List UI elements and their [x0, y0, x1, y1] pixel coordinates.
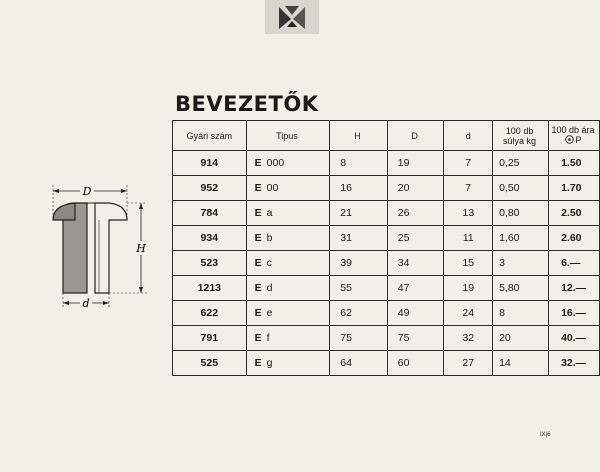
cell-D: 26 — [387, 201, 444, 226]
cell-code: 784 — [173, 201, 247, 226]
cell-type — [246, 351, 330, 376]
cell-code: 952 — [173, 176, 247, 201]
cell-price: 1.70 — [549, 176, 600, 201]
cell-weight: 0,25 — [493, 151, 549, 176]
type-size: 00 — [266, 182, 279, 194]
cell-price: 32.— — [549, 351, 600, 376]
cell-d: 32 — [444, 326, 493, 351]
header-weight — [493, 121, 549, 151]
cell-type — [246, 301, 330, 326]
cell-H: 16 — [330, 176, 387, 201]
header-price-line2: P — [575, 134, 582, 145]
table-row — [173, 176, 600, 201]
cell-code: 914 — [173, 151, 247, 176]
type-size: 000 — [266, 157, 285, 169]
type-size: a — [266, 207, 273, 219]
cell-type — [246, 226, 330, 251]
table-row — [173, 326, 600, 351]
monogram-logo — [265, 0, 319, 34]
cell-price: 6.— — [549, 251, 600, 276]
type-letter: E — [254, 207, 262, 219]
cell-D: 47 — [387, 276, 444, 301]
cell-price: 12.— — [549, 276, 600, 301]
cell-code: 934 — [173, 226, 247, 251]
type-letter: E — [254, 182, 262, 194]
cell-weight: 3 — [493, 251, 549, 276]
cell-d: 13 — [444, 201, 493, 226]
cell-H: 55 — [330, 276, 387, 301]
cell-H: 39 — [330, 251, 387, 276]
bushing-section-right — [95, 203, 127, 293]
currency-circle-icon — [565, 135, 574, 144]
header-weight-line1: 100 db — [505, 125, 534, 136]
bushing-section-head-left — [53, 203, 75, 220]
cell-D: 49 — [387, 301, 444, 326]
cell-weight: 0,50 — [493, 176, 549, 201]
cell-H: 21 — [330, 201, 387, 226]
cell-type — [246, 326, 330, 351]
type-size: c — [266, 257, 272, 269]
cell-weight: 0,80 — [493, 201, 549, 226]
table-header-row — [173, 121, 600, 151]
cell-H: 62 — [330, 301, 387, 326]
cell-type — [246, 251, 330, 276]
cell-weight: 8 — [493, 301, 549, 326]
cell-D: 19 — [387, 151, 444, 176]
dimension-label-H: H — [136, 242, 146, 255]
cell-d: 27 — [444, 351, 493, 376]
type-letter: E — [254, 257, 262, 269]
type-size: f — [266, 332, 270, 344]
type-size: d — [266, 282, 273, 294]
header-H: H — [330, 121, 387, 151]
cell-code: 523 — [173, 251, 247, 276]
cell-D: 25 — [387, 226, 444, 251]
cell-price: 2.50 — [549, 201, 600, 226]
cell-H: 75 — [330, 326, 387, 351]
cell-type — [246, 151, 330, 176]
dimension-label-d: d — [82, 297, 90, 310]
type-letter: E — [254, 307, 262, 319]
type-size: g — [266, 357, 273, 369]
header-D: D — [387, 121, 444, 151]
cell-code: 622 — [173, 301, 247, 326]
header-d: d — [444, 121, 493, 151]
dimension-label-D: D — [82, 185, 92, 198]
header-price — [549, 121, 600, 151]
cell-H: 31 — [330, 226, 387, 251]
cell-D: 60 — [387, 351, 444, 376]
type-letter: E — [254, 282, 262, 294]
table-row — [173, 201, 600, 226]
table-row — [173, 351, 600, 376]
type-size: b — [266, 232, 273, 244]
table-row — [173, 251, 600, 276]
cell-H: 64 — [330, 351, 387, 376]
bushing-cross-section-diagram — [35, 175, 165, 315]
page-title: BEVEZETŐK — [175, 92, 319, 116]
bushing-spec-table — [172, 120, 600, 376]
header-type: Tipus — [246, 121, 330, 151]
cell-price: 16.— — [549, 301, 600, 326]
cell-d: 24 — [444, 301, 493, 326]
cell-weight: 1,60 — [493, 226, 549, 251]
cell-D: 20 — [387, 176, 444, 201]
cell-d: 11 — [444, 226, 493, 251]
cell-weight: 14 — [493, 351, 549, 376]
type-letter: E — [254, 332, 262, 344]
type-letter: E — [254, 232, 262, 244]
cell-d: 7 — [444, 176, 493, 201]
cell-D: 34 — [387, 251, 444, 276]
cell-type — [246, 176, 330, 201]
type-letter: E — [254, 157, 262, 169]
cell-d: 19 — [444, 276, 493, 301]
cell-price: 1.50 — [549, 151, 600, 176]
monogram-logo-icon — [275, 3, 309, 31]
cell-weight: 20 — [493, 326, 549, 351]
header-code: Gyári szám — [173, 121, 247, 151]
page-number: IX|6 — [540, 432, 551, 438]
cell-d: 7 — [444, 151, 493, 176]
table-row — [173, 276, 600, 301]
table-row — [173, 301, 600, 326]
cell-price: 40.— — [549, 326, 600, 351]
table-row — [173, 226, 600, 251]
cell-code: 525 — [173, 351, 247, 376]
type-letter: E — [254, 357, 262, 369]
header-weight-line2: súlya kg — [503, 135, 537, 146]
cell-weight: 5,80 — [493, 276, 549, 301]
cell-d: 15 — [444, 251, 493, 276]
cell-type — [246, 201, 330, 226]
table-row — [173, 151, 600, 176]
cell-price: 2.60 — [549, 226, 600, 251]
cell-D: 75 — [387, 326, 444, 351]
cell-type — [246, 276, 330, 301]
header-price-line1: 100 db ára — [551, 124, 595, 135]
cell-code: 791 — [173, 326, 247, 351]
cell-H: 8 — [330, 151, 387, 176]
type-size: e — [266, 307, 273, 319]
cell-code: 1213 — [173, 276, 247, 301]
